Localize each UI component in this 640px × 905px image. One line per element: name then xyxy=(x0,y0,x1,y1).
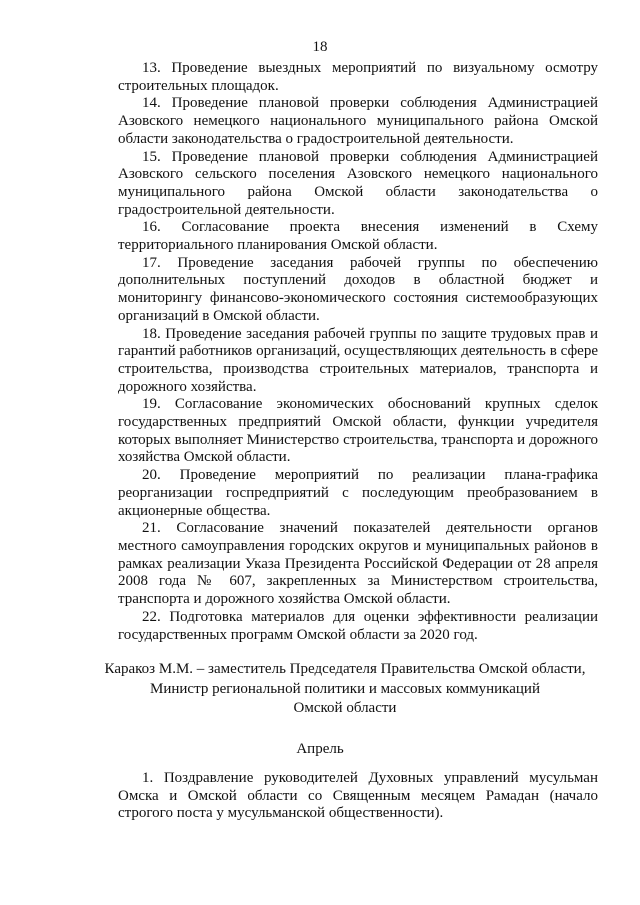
page-number: 18 xyxy=(312,39,328,55)
official-title-line: Министр региональной политики и массовых коммуникаций xyxy=(150,680,540,697)
list-item: 14. Проведение плановой проверки соблюдения Администрацией Азовского немецкого национального муниципального района Омской области законодательства о градостроительной деятельности. xyxy=(118,95,598,147)
responsible-official-heading xyxy=(100,660,590,719)
official-name-line: Каракоз М.М. – заместитель Председателя Правительства Омской области, xyxy=(104,661,586,677)
month-heading: Апрель xyxy=(296,741,344,757)
list-item: 20. Проведение мероприятий по реализации плана-графика реорганизации госпредприятий с последующим преобразованием в акционерные общества. xyxy=(118,467,598,519)
list-item: 18. Проведение заседания рабочей группы по защите трудовых прав и гарантий работников организаций, осуществляющих деятельность в сфере строительства, производства строительных материалов, транспорта и дорожного хозяйства. xyxy=(118,325,598,395)
list-item: 16. Согласование проекта внесения изменений в Схему территориального планирования Омской области. xyxy=(118,219,598,254)
list-item: 17. Проведение заседания рабочей группы по обеспечению дополнительных поступлений доходов в областной бюджет и мониторингу финансово-экономического состояния системообразующих организаций в Омской области. xyxy=(118,254,598,324)
list-item: 19. Согласование экономических обоснований крупных сделок государственных предприятий Омской области, функции учредителя которых выполняет Министерство строительства, транспорта и дорожного хозяйства Омской области. xyxy=(118,396,598,466)
list-item: 21. Согласование значений показателей деятельности органов местного самоуправления городских округов и муниципальных районов в рамках реализации Указа Президента Российской Федерации от 28 апреля 2008 года № 607, закрепленных за Министерством строительства, транспорта и дорожного хозяйства Омской области. xyxy=(118,520,598,608)
list-item: 1. Поздравление руководителей Духовных управлений мусульман Омска и Омской области со Священным месяцем Рамадан (начало строгого поста у мусульманской общественности). xyxy=(118,770,598,822)
list-item: 22. Подготовка материалов для оценки эффективности реализации государственных программ Омской области за 2020 год. xyxy=(118,608,598,643)
official-region-line: Омской области xyxy=(293,700,397,716)
task-list xyxy=(118,60,598,644)
list-item: 13. Проведение выездных мероприятий по визуальному осмотру строительных площадок. xyxy=(118,60,598,94)
april-task-list xyxy=(118,770,598,823)
list-item: 15. Проведение плановой проверки соблюдения Администрацией Азовского сельского поселения Азовского немецкого национального муниципального района Омской области законодательства о градостроительной деятельности. xyxy=(118,148,598,218)
